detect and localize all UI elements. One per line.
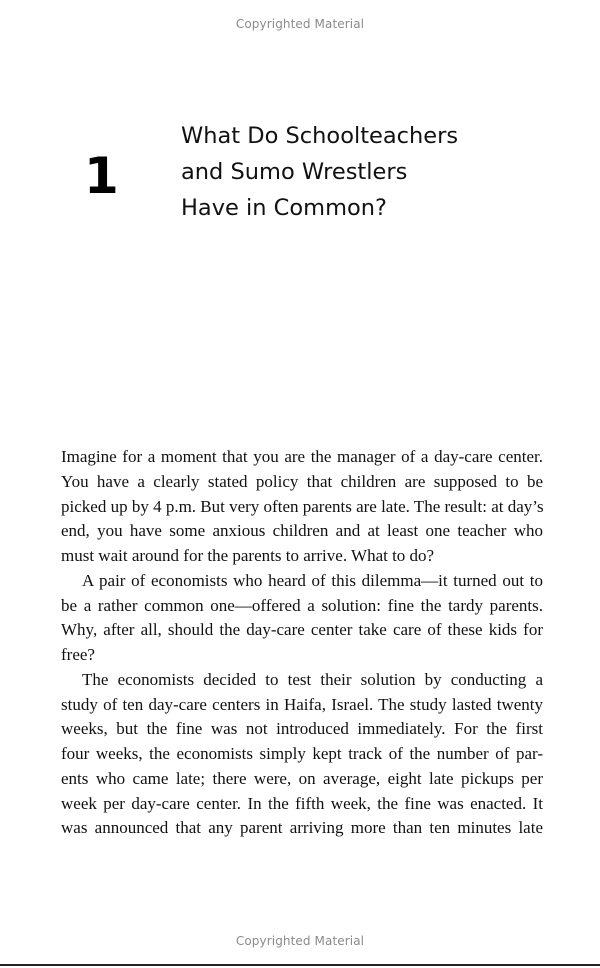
text-line: The economists decided to test their solution by conducting a xyxy=(82,669,543,689)
text-line: A pair of economists who heard of this dilemma—it turned out to xyxy=(82,570,543,590)
text-line: Imagine for a moment that you are the manager of a day-care center. xyxy=(61,447,543,466)
text-line: ents who came late; there were, on average, eight late pickups per xyxy=(61,768,543,788)
text-line: four weeks, the economists simply kept track of the number of par- xyxy=(61,744,543,763)
copyright-watermark-bottom: Copyrighted Material xyxy=(235,934,365,948)
body-text xyxy=(61,445,543,841)
text-line: week per day-care center. In the fifth week, the fine was enacted. It xyxy=(61,793,543,813)
paragraph xyxy=(61,445,543,569)
text-line: end, you have some anxious children and at least one teacher who xyxy=(61,521,543,541)
text-line: picked up by 4 p.m. But very often parents are late. The result: at day’s xyxy=(61,496,544,516)
paragraph xyxy=(61,569,543,668)
text-line: study of ten day-care centers in Haifa, Israel. The study lasted twenty xyxy=(61,694,543,714)
text-line: free? xyxy=(61,645,95,664)
text-line: You have a clearly stated policy that children are supposed to be xyxy=(61,471,543,491)
chapter-title-line: Have in Common? xyxy=(181,195,387,221)
copyright-watermark-top: Copyrighted Material xyxy=(235,17,365,31)
chapter-title xyxy=(181,118,481,226)
text-line: be a rather common one—offered a solution: fine the tardy parents. xyxy=(61,595,543,615)
chapter-title-line: and Sumo Wrestlers xyxy=(181,159,408,185)
paragraph xyxy=(61,668,543,841)
text-line: was announced that any parent arriving more than ten minutes late xyxy=(61,818,543,838)
text-line: weeks, but the fine was not introduced immediately. For the first xyxy=(61,719,543,739)
chapter-title-line: What Do Schoolteachers xyxy=(181,123,459,149)
text-line: Why, after all, should the day-care center take care of these kids for xyxy=(61,620,543,640)
page-edge-rule xyxy=(0,964,600,966)
text-line: must wait around for the parents to arrive. What to do? xyxy=(61,546,435,565)
chapter-number: 1 xyxy=(84,147,119,205)
